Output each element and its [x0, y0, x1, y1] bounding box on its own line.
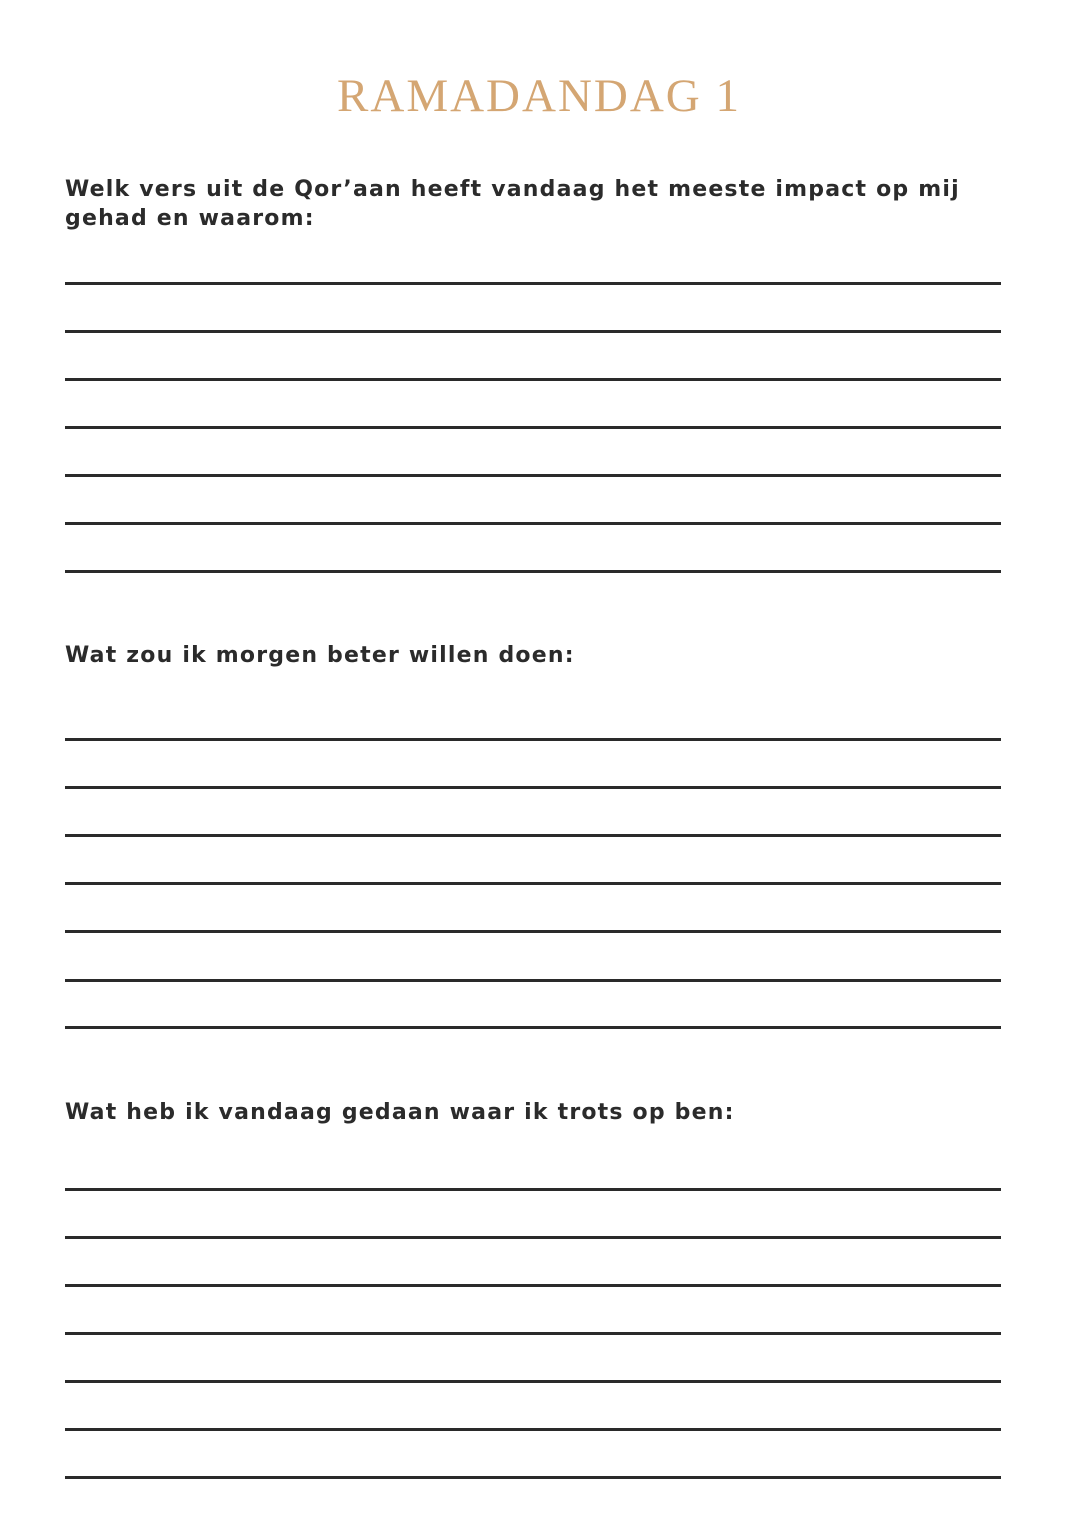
- writing-line[interactable]: [65, 1188, 1001, 1191]
- writing-line[interactable]: [65, 522, 1001, 525]
- writing-line[interactable]: [65, 979, 1001, 982]
- writing-line[interactable]: [65, 1026, 1001, 1029]
- section-2-prompt: Wat zou ik morgen beter willen doen:: [65, 643, 575, 668]
- writing-line[interactable]: [65, 1428, 1001, 1431]
- writing-line[interactable]: [65, 570, 1001, 573]
- page-title: RAMADANDAG 1: [337, 70, 741, 122]
- section-1-prompt: Welk vers uit de Qor’aan heeft vandaag het meeste impact op mij gehad en waarom:: [65, 177, 960, 231]
- writing-line[interactable]: [65, 834, 1001, 837]
- writing-line[interactable]: [65, 378, 1001, 381]
- writing-line[interactable]: [65, 282, 1001, 285]
- writing-line[interactable]: [65, 474, 1001, 477]
- writing-line[interactable]: [65, 738, 1001, 741]
- writing-line[interactable]: [65, 1476, 1001, 1479]
- writing-line[interactable]: [65, 1236, 1001, 1239]
- writing-line[interactable]: [65, 1284, 1001, 1287]
- writing-line[interactable]: [65, 882, 1001, 885]
- writing-line[interactable]: [65, 1380, 1001, 1383]
- writing-line[interactable]: [65, 330, 1001, 333]
- writing-line[interactable]: [65, 1332, 1001, 1335]
- writing-line[interactable]: [65, 930, 1001, 933]
- writing-line[interactable]: [65, 426, 1001, 429]
- writing-line[interactable]: [65, 786, 1001, 789]
- section-3-prompt: Wat heb ik vandaag gedaan waar ik trots op ben:: [65, 1100, 735, 1125]
